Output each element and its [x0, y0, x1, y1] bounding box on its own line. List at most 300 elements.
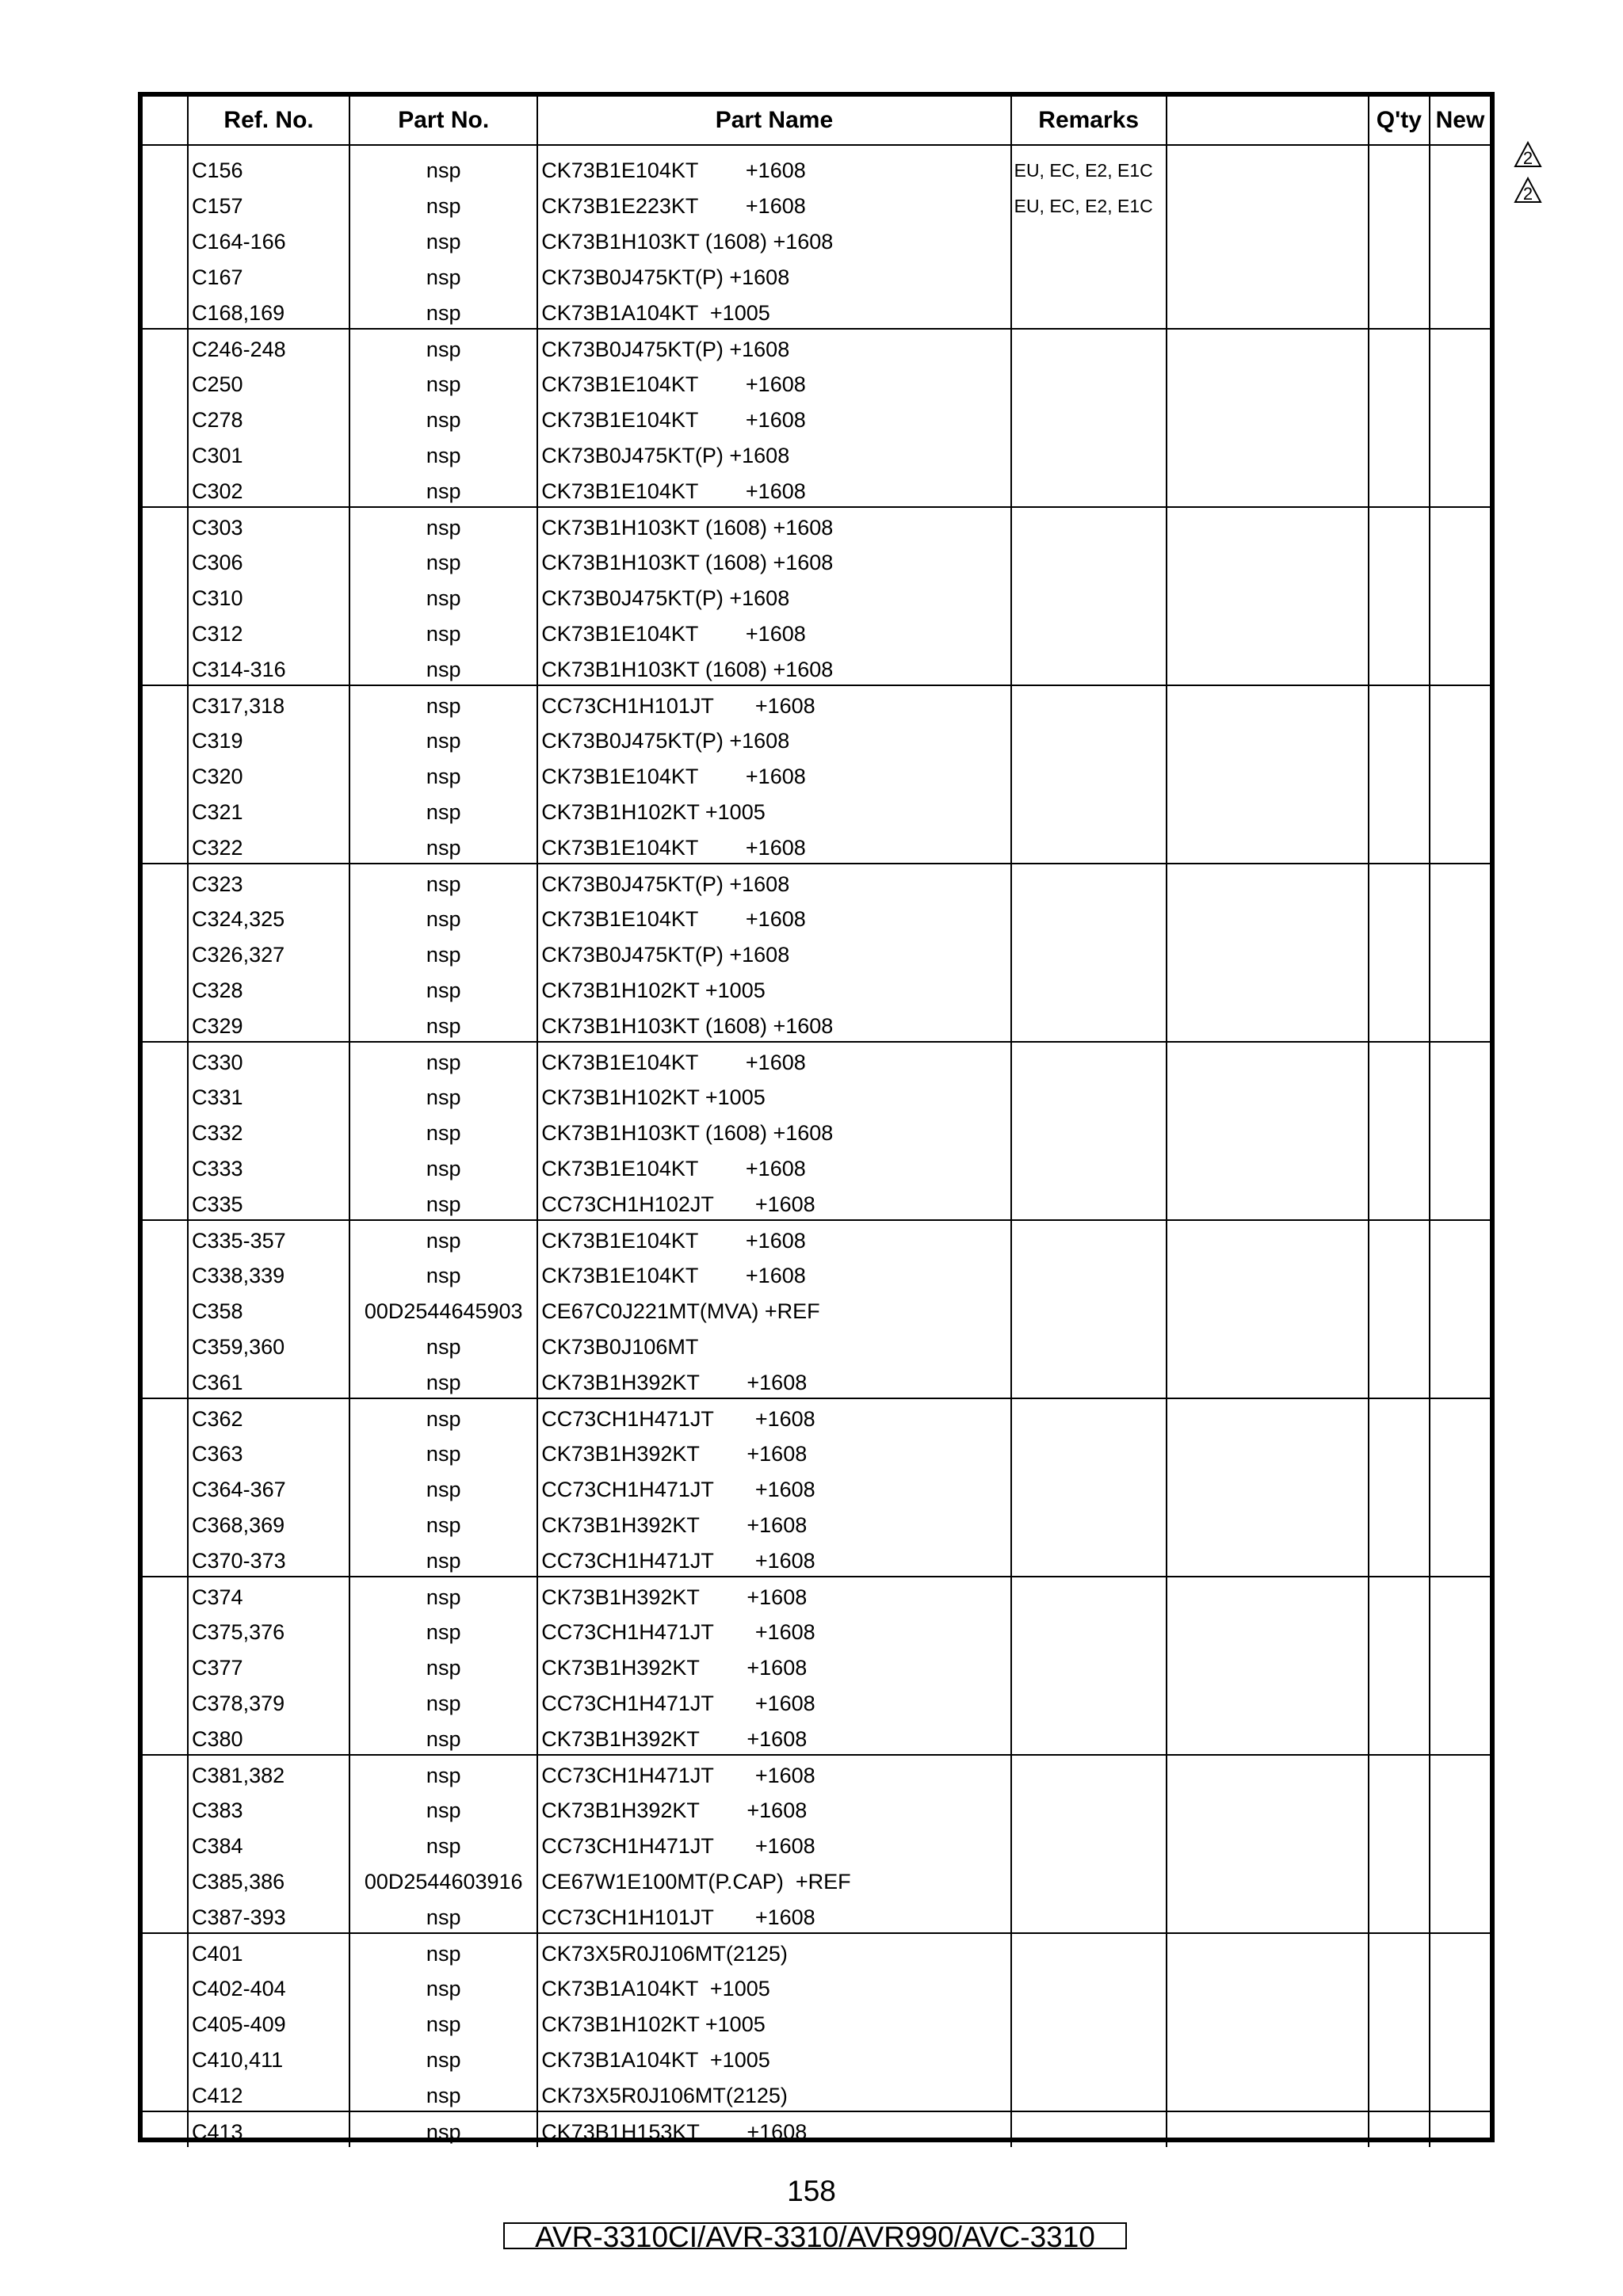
row-blank-cell: [143, 1719, 188, 1755]
extra-cell: [1167, 1220, 1369, 1256]
header-qty: Q'ty: [1369, 97, 1430, 145]
new-cell: [1430, 757, 1490, 792]
ref-no-cell: C401: [188, 1933, 349, 1969]
qty-cell: [1369, 721, 1430, 757]
parts-table-body: [143, 151, 1490, 2147]
remarks-cell: [1011, 1862, 1167, 1897]
remarks-cell: [1011, 436, 1167, 471]
part-no-cell: nsp: [349, 507, 537, 543]
table-row: [143, 685, 1490, 721]
table-row: [143, 1897, 1490, 1933]
part-no-cell: nsp: [349, 1042, 537, 1077]
remarks-cell: [1011, 650, 1167, 685]
header-blank-left: [143, 97, 188, 145]
row-blank-cell: [143, 1398, 188, 1434]
part-no-cell: nsp: [349, 1398, 537, 1434]
remarks-cell: [1011, 899, 1167, 935]
ref-no-cell: C381,382: [188, 1755, 349, 1791]
part-no-cell: nsp: [349, 899, 537, 935]
ref-no-cell: C338,339: [188, 1256, 349, 1291]
remarks-cell: [1011, 1398, 1167, 1434]
ref-no-cell: C377: [188, 1648, 349, 1684]
row-blank-cell: [143, 1113, 188, 1149]
remarks-cell: [1011, 1470, 1167, 1505]
qty-cell: [1369, 364, 1430, 400]
part-name-cell: CK73B1H392KT +1608: [537, 1505, 1010, 1541]
qty-cell: [1369, 1113, 1430, 1149]
table-row: [143, 1113, 1490, 1149]
header-blank: [1167, 97, 1369, 145]
qty-cell: [1369, 899, 1430, 935]
extra-cell: [1167, 1577, 1369, 1612]
part-name-cell: CK73B1E104KT +1608: [537, 364, 1010, 400]
new-cell: [1430, 400, 1490, 436]
row-blank-cell: [143, 471, 188, 507]
new-cell: [1430, 293, 1490, 329]
part-name-cell: CC73CH1H471JT +1608: [537, 1826, 1010, 1862]
part-no-cell: nsp: [349, 329, 537, 364]
new-cell: [1430, 721, 1490, 757]
part-name-cell: CK73B1E104KT +1608: [537, 1256, 1010, 1291]
row-blank-cell: [143, 1969, 188, 2004]
qty-cell: [1369, 329, 1430, 364]
row-blank-cell: [143, 436, 188, 471]
row-blank-cell: [143, 257, 188, 293]
qty-cell: [1369, 1612, 1430, 1648]
part-no-cell: nsp: [349, 1327, 537, 1363]
remarks-cell: [1011, 1933, 1167, 1969]
table-row: [143, 650, 1490, 685]
table-row: [143, 364, 1490, 400]
part-no-cell: nsp: [349, 1006, 537, 1042]
part-no-cell: nsp: [349, 1755, 537, 1791]
part-no-cell: nsp: [349, 436, 537, 471]
remarks-cell: [1011, 792, 1167, 828]
qty-cell: [1369, 1969, 1430, 2004]
new-cell: [1430, 257, 1490, 293]
extra-cell: [1167, 222, 1369, 257]
ref-no-cell: C156: [188, 151, 349, 186]
part-no-cell: nsp: [349, 1684, 537, 1719]
part-no-cell: nsp: [349, 1577, 537, 1612]
table-row: [143, 543, 1490, 578]
row-blank-cell: [143, 1434, 188, 1470]
part-name-cell: CK73B1E104KT +1608: [537, 614, 1010, 650]
extra-cell: [1167, 293, 1369, 329]
part-name-cell: CK73B1H103KT (1608) +1608: [537, 1113, 1010, 1149]
table-row: [143, 2076, 1490, 2111]
extra-cell: [1167, 792, 1369, 828]
extra-cell: [1167, 1256, 1369, 1291]
new-cell: [1430, 2040, 1490, 2076]
remarks-cell: [1011, 1327, 1167, 1363]
row-blank-cell: [143, 1897, 188, 1933]
part-name-cell: CK73B1H102KT +1005: [537, 792, 1010, 828]
ref-no-cell: C301: [188, 436, 349, 471]
extra-cell: [1167, 971, 1369, 1006]
remarks-cell: [1011, 1969, 1167, 2004]
row-blank-cell: [143, 329, 188, 364]
remarks-cell: [1011, 721, 1167, 757]
table-row: [143, 971, 1490, 1006]
header-remarks: Remarks: [1011, 97, 1167, 145]
remarks-cell: [1011, 1113, 1167, 1149]
table-row: [143, 721, 1490, 757]
part-name-cell: CK73B0J475KT(P) +1608: [537, 578, 1010, 614]
qty-cell: [1369, 650, 1430, 685]
extra-cell: [1167, 1006, 1369, 1042]
extra-cell: [1167, 1149, 1369, 1184]
revision-triangle-icon: [1514, 177, 1542, 204]
table-row: [143, 257, 1490, 293]
part-no-cell: nsp: [349, 2040, 537, 2076]
part-no-cell: nsp: [349, 186, 537, 222]
qty-cell: [1369, 1684, 1430, 1719]
remarks-cell: [1011, 1149, 1167, 1184]
qty-cell: [1369, 971, 1430, 1006]
remarks-cell: [1011, 364, 1167, 400]
part-name-cell: CK73B1H103KT (1608) +1608: [537, 543, 1010, 578]
row-blank-cell: [143, 1006, 188, 1042]
ref-no-cell: C358: [188, 1291, 349, 1327]
table-row: [143, 151, 1490, 186]
remarks-cell: [1011, 329, 1167, 364]
remarks-cell: [1011, 1684, 1167, 1719]
row-blank-cell: [143, 364, 188, 400]
new-cell: [1430, 1612, 1490, 1648]
table-row: [143, 1363, 1490, 1398]
part-name-cell: CK73B1H392KT +1608: [537, 1648, 1010, 1684]
row-blank-cell: [143, 828, 188, 864]
revision-number: 2: [1522, 184, 1533, 204]
new-cell: [1430, 1291, 1490, 1327]
table-row: [143, 1220, 1490, 1256]
part-name-cell: CK73X5R0J106MT(2125): [537, 2076, 1010, 2111]
part-name-cell: CK73B1E104KT +1608: [537, 757, 1010, 792]
table-row: [143, 1077, 1490, 1113]
table-row: [143, 792, 1490, 828]
extra-cell: [1167, 828, 1369, 864]
extra-cell: [1167, 864, 1369, 899]
qty-cell: [1369, 1077, 1430, 1113]
remarks-cell: [1011, 1363, 1167, 1398]
part-no-cell: nsp: [349, 828, 537, 864]
remarks-cell: [1011, 1648, 1167, 1684]
extra-cell: [1167, 1684, 1369, 1719]
table-row: [143, 222, 1490, 257]
extra-cell: [1167, 685, 1369, 721]
new-cell: [1430, 1077, 1490, 1113]
part-no-cell: nsp: [349, 257, 537, 293]
qty-cell: [1369, 1256, 1430, 1291]
ref-no-cell: C384: [188, 1826, 349, 1862]
qty-cell: [1369, 436, 1430, 471]
remarks-cell: [1011, 2111, 1167, 2147]
table-row: [143, 1719, 1490, 1755]
revision-triangle-icon: [1514, 141, 1542, 168]
extra-cell: [1167, 151, 1369, 186]
qty-cell: [1369, 1291, 1430, 1327]
row-blank-cell: [143, 2040, 188, 2076]
table-row: [143, 2004, 1490, 2040]
remarks-cell: [1011, 971, 1167, 1006]
row-blank-cell: [143, 792, 188, 828]
new-cell: [1430, 1042, 1490, 1077]
row-blank-cell: [143, 1577, 188, 1612]
remarks-cell: [1011, 2004, 1167, 2040]
part-name-cell: CK73B0J106MT: [537, 1327, 1010, 1363]
new-cell: [1430, 1505, 1490, 1541]
qty-cell: [1369, 828, 1430, 864]
extra-cell: [1167, 1113, 1369, 1149]
new-cell: [1430, 1684, 1490, 1719]
table-row: [143, 1612, 1490, 1648]
qty-cell: [1369, 257, 1430, 293]
extra-cell: [1167, 614, 1369, 650]
row-blank-cell: [143, 1862, 188, 1897]
ref-no-cell: C314-316: [188, 650, 349, 685]
table-row: [143, 1434, 1490, 1470]
qty-cell: [1369, 792, 1430, 828]
part-name-cell: CK73B1E104KT +1608: [537, 1042, 1010, 1077]
table-row: [143, 186, 1490, 222]
ref-no-cell: C167: [188, 257, 349, 293]
new-cell: [1430, 1862, 1490, 1897]
ref-no-cell: C368,369: [188, 1505, 349, 1541]
extra-cell: [1167, 1434, 1369, 1470]
part-name-cell: CK73B0J475KT(P) +1608: [537, 864, 1010, 899]
qty-cell: [1369, 1541, 1430, 1577]
row-blank-cell: [143, 757, 188, 792]
extra-cell: [1167, 329, 1369, 364]
part-name-cell: CK73B1E104KT +1608: [537, 400, 1010, 436]
ref-no-cell: C333: [188, 1149, 349, 1184]
extra-cell: [1167, 1363, 1369, 1398]
ref-no-cell: C312: [188, 614, 349, 650]
qty-cell: [1369, 1184, 1430, 1220]
row-blank-cell: [143, 899, 188, 935]
remarks-cell: [1011, 685, 1167, 721]
ref-no-cell: C323: [188, 864, 349, 899]
table-row: [143, 1184, 1490, 1220]
part-name-cell: CK73B1H102KT +1005: [537, 2004, 1010, 2040]
ref-no-cell: C310: [188, 578, 349, 614]
remarks-cell: [1011, 578, 1167, 614]
ref-no-cell: C362: [188, 1398, 349, 1434]
table-row: [143, 1755, 1490, 1791]
row-blank-cell: [143, 1149, 188, 1184]
remarks-cell: [1011, 1505, 1167, 1541]
remarks-cell: [1011, 1826, 1167, 1862]
ref-no-cell: C320: [188, 757, 349, 792]
ref-no-cell: C326,327: [188, 935, 349, 971]
qty-cell: [1369, 1149, 1430, 1184]
table-row: [143, 1505, 1490, 1541]
part-no-cell: nsp: [349, 1220, 537, 1256]
ref-no-cell: C370-373: [188, 1541, 349, 1577]
remarks-cell: [1011, 1077, 1167, 1113]
extra-cell: [1167, 507, 1369, 543]
remarks-cell: [1011, 864, 1167, 899]
table-row: [143, 1398, 1490, 1434]
qty-cell: [1369, 614, 1430, 650]
row-blank-cell: [143, 186, 188, 222]
part-name-cell: CK73B1E223KT +1608: [537, 186, 1010, 222]
table-row: [143, 757, 1490, 792]
part-name-cell: CK73B1H102KT +1005: [537, 971, 1010, 1006]
row-blank-cell: [143, 1541, 188, 1577]
part-no-cell: nsp: [349, 1434, 537, 1470]
qty-cell: [1369, 1862, 1430, 1897]
header-part-no: Part No.: [349, 97, 537, 145]
extra-cell: [1167, 1291, 1369, 1327]
ref-no-cell: C246-248: [188, 329, 349, 364]
row-blank-cell: [143, 293, 188, 329]
row-blank-cell: [143, 400, 188, 436]
row-blank-cell: [143, 2111, 188, 2147]
table-row: [143, 329, 1490, 364]
part-no-cell: nsp: [349, 1470, 537, 1505]
part-name-cell: CK73B1A104KT +1005: [537, 1969, 1010, 2004]
model-footer: AVR-3310CI/AVR-3310/AVR990/AVC-3310: [503, 2222, 1127, 2249]
extra-cell: [1167, 935, 1369, 971]
new-cell: [1430, 364, 1490, 400]
new-cell: [1430, 1113, 1490, 1149]
remarks-cell: [1011, 2040, 1167, 2076]
extra-cell: [1167, 1862, 1369, 1897]
header-double-rule: [143, 145, 1490, 151]
row-blank-cell: [143, 1648, 188, 1684]
part-no-cell: nsp: [349, 151, 537, 186]
qty-cell: [1369, 222, 1430, 257]
new-cell: [1430, 650, 1490, 685]
revision-number: 2: [1522, 148, 1533, 168]
extra-cell: [1167, 1933, 1369, 1969]
part-name-cell: CK73B1H103KT (1608) +1608: [537, 1006, 1010, 1042]
ref-no-cell: C380: [188, 1719, 349, 1755]
qty-cell: [1369, 186, 1430, 222]
new-cell: [1430, 1577, 1490, 1612]
part-no-cell: nsp: [349, 650, 537, 685]
part-name-cell: CK73B0J475KT(P) +1608: [537, 935, 1010, 971]
part-name-cell: CK73B0J475KT(P) +1608: [537, 436, 1010, 471]
new-cell: [1430, 471, 1490, 507]
table-row: [143, 864, 1490, 899]
ref-no-cell: C306: [188, 543, 349, 578]
part-no-cell: nsp: [349, 1113, 537, 1149]
row-blank-cell: [143, 1220, 188, 1256]
part-name-cell: CC73CH1H101JT +1608: [537, 685, 1010, 721]
part-name-cell: CC73CH1H471JT +1608: [537, 1612, 1010, 1648]
page-number: 158: [787, 2175, 836, 2207]
qty-cell: [1369, 507, 1430, 543]
ref-no-cell: C302: [188, 471, 349, 507]
ref-no-cell: C168,169: [188, 293, 349, 329]
part-no-cell: nsp: [349, 1256, 537, 1291]
part-no-cell: nsp: [349, 222, 537, 257]
new-cell: [1430, 899, 1490, 935]
row-blank-cell: [143, 614, 188, 650]
ref-no-cell: C330: [188, 1042, 349, 1077]
ref-no-cell: C329: [188, 1006, 349, 1042]
part-no-cell: nsp: [349, 1184, 537, 1220]
remarks-cell: [1011, 293, 1167, 329]
part-no-cell: nsp: [349, 400, 537, 436]
new-cell: [1430, 1327, 1490, 1363]
row-blank-cell: [143, 1684, 188, 1719]
ref-no-cell: C317,318: [188, 685, 349, 721]
new-cell: [1430, 1648, 1490, 1684]
extra-cell: [1167, 1826, 1369, 1862]
remarks-cell: [1011, 614, 1167, 650]
table-row: [143, 614, 1490, 650]
part-name-cell: CK73B0J475KT(P) +1608: [537, 721, 1010, 757]
new-cell: [1430, 1434, 1490, 1470]
ref-no-cell: C278: [188, 400, 349, 436]
extra-cell: [1167, 2040, 1369, 2076]
ref-no-cell: C331: [188, 1077, 349, 1113]
ref-no-cell: C359,360: [188, 1327, 349, 1363]
ref-no-cell: C374: [188, 1577, 349, 1612]
new-cell: [1430, 828, 1490, 864]
parts-table: [143, 97, 1490, 2147]
part-name-cell: CK73B1H392KT +1608: [537, 1791, 1010, 1826]
qty-cell: [1369, 1434, 1430, 1470]
part-name-cell: CK73B1E104KT +1608: [537, 1149, 1010, 1184]
new-cell: [1430, 1006, 1490, 1042]
new-cell: [1430, 1933, 1490, 1969]
table-row: [143, 1933, 1490, 1969]
new-cell: [1430, 1470, 1490, 1505]
extra-cell: [1167, 650, 1369, 685]
ref-no-cell: C410,411: [188, 2040, 349, 2076]
new-cell: [1430, 2076, 1490, 2111]
remarks-cell: [1011, 543, 1167, 578]
ref-no-cell: C319: [188, 721, 349, 757]
table-row: [143, 1648, 1490, 1684]
remarks-cell: [1011, 1791, 1167, 1826]
part-name-cell: CK73B1H392KT +1608: [537, 1434, 1010, 1470]
row-blank-cell: [143, 721, 188, 757]
part-name-cell: CC73CH1H471JT +1608: [537, 1755, 1010, 1791]
extra-cell: [1167, 2076, 1369, 2111]
qty-cell: [1369, 1648, 1430, 1684]
row-blank-cell: [143, 1826, 188, 1862]
qty-cell: [1369, 1505, 1430, 1541]
extra-cell: [1167, 721, 1369, 757]
part-no-cell: nsp: [349, 1826, 537, 1862]
part-name-cell: CK73B1H153KT +1608: [537, 2111, 1010, 2147]
extra-cell: [1167, 364, 1369, 400]
table-row: [143, 2111, 1490, 2147]
remarks-cell: [1011, 471, 1167, 507]
extra-cell: [1167, 1541, 1369, 1577]
new-cell: [1430, 1256, 1490, 1291]
new-cell: [1430, 578, 1490, 614]
new-cell: [1430, 1719, 1490, 1755]
table-row: [143, 471, 1490, 507]
table-row: [143, 1577, 1490, 1612]
ref-no-cell: C328: [188, 971, 349, 1006]
table-header-row: [143, 97, 1490, 145]
part-name-cell: CC73CH1H471JT +1608: [537, 1684, 1010, 1719]
new-cell: [1430, 1755, 1490, 1791]
part-name-cell: CC73CH1H102JT +1608: [537, 1184, 1010, 1220]
table-row: [143, 1291, 1490, 1327]
part-name-cell: CC73CH1H471JT +1608: [537, 1470, 1010, 1505]
qty-cell: [1369, 1006, 1430, 1042]
table-row: [143, 1470, 1490, 1505]
